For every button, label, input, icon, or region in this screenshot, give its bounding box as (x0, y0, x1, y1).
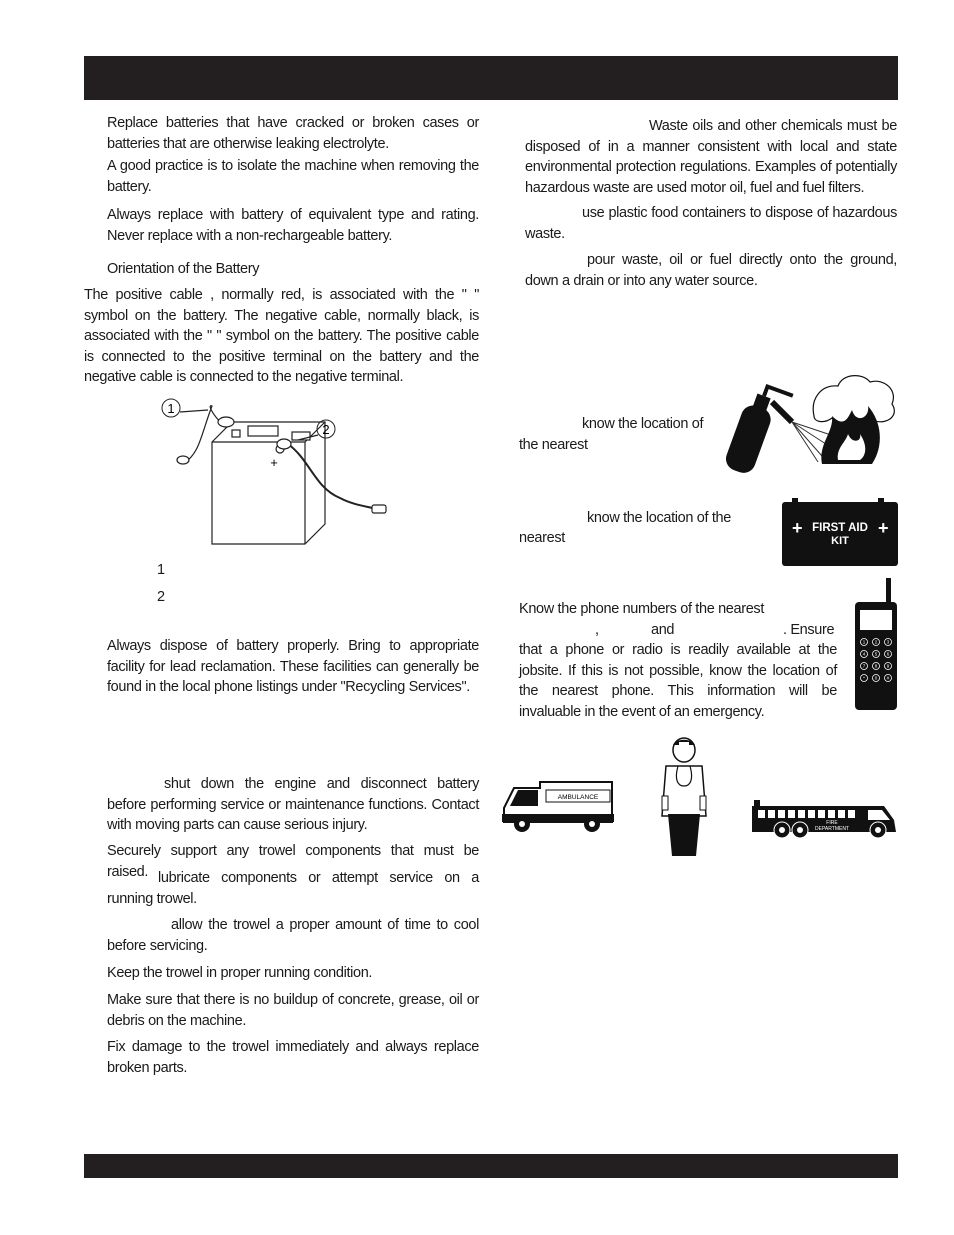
service-para-2: Securely support any trowel components that must be raised. (107, 843, 479, 880)
waste-para-3: pour waste, oil or fuel directly onto the ground, down a drain or into any water source. (525, 252, 897, 289)
ambulance-icon (500, 774, 616, 836)
key-star: * (863, 675, 865, 681)
svg-text:+: + (792, 518, 803, 538)
ambulance-label: AMBULANCE (557, 794, 599, 801)
service-para-5: Keep the trowel in proper running condition. (107, 965, 373, 981)
service-para-6: Make sure that there is no buildup of concrete, grease, oil or debris on the machine. (107, 992, 479, 1029)
plus-symbol: + (270, 455, 278, 470)
fire-label-1: FIRE (826, 820, 838, 826)
key-hash: # (886, 675, 890, 681)
service-para-3: lubricate components or attempt service on a running trowel. (107, 870, 479, 907)
dispose-text: Always dispose of battery properly. Bring to appropriate facility for lead reclamation. These facilities can generally be found in the local phone listings under "Recycling Services". (107, 638, 479, 695)
extinguisher-text-a: know the location of (582, 416, 704, 432)
phone-line-1: Know the phone numbers of the nearest (519, 601, 764, 617)
service-para-7: Fix damage to the trowel immediately and always replace broken parts. (107, 1039, 479, 1076)
phone-rest: that a phone or radio is readily available at the jobsite. If this is not possible, know the location of the nearest phone. This information will be invaluable in the event of an emergency. (519, 642, 837, 720)
key-5: 5 (874, 651, 878, 657)
orientation-heading: Orientation of the Battery (107, 261, 260, 277)
callout-2: 2 (322, 422, 330, 437)
key-0: 0 (874, 675, 878, 681)
battery-para-1: Replace batteries that have cracked or broken cases or batteries that are otherwise leaking electrolyte. (107, 115, 479, 152)
legend-2: 2 (157, 589, 165, 605)
battery-para-3: Always replace with battery of equivalent type and rating. Never replace with a non-rechargeable battery. (107, 207, 479, 244)
fire-truck-icon (752, 800, 898, 840)
footer-bar (84, 1154, 898, 1178)
legend-1: 1 (157, 562, 165, 578)
mobile-phone-icon (852, 576, 900, 712)
header-bar (84, 56, 898, 100)
key-1: 1 (862, 639, 866, 645)
key-4: 4 (862, 651, 866, 657)
callout-1: 1 (167, 401, 175, 416)
battery-illustration (150, 392, 410, 552)
svg-text:+: + (878, 518, 889, 538)
extinguisher-text-b: the nearest (519, 437, 588, 453)
firstaid-text-a: know the location of the (587, 510, 731, 526)
waste-para-2: use plastic food containers to dispose of hazardous waste. (525, 205, 897, 242)
key-8: 8 (874, 663, 878, 669)
key-3: 3 (886, 639, 890, 645)
service-para-4: allow the trowel a proper amount of time to cool before servicing. (107, 917, 479, 954)
phone-comma: , (595, 622, 599, 638)
phone-and: and (651, 622, 675, 638)
firstaid-label-2: KIT (831, 535, 849, 547)
fire-label-2: DEPARTMENT (815, 826, 849, 832)
battery-para-2: A good practice is to isolate the machine when removing the battery. (107, 158, 479, 195)
service-para-1: shut down the engine and disconnect battery before performing service or maintenance functions. Contact with moving parts can cause serious injury. (107, 776, 479, 833)
key-6: 6 (886, 651, 890, 657)
doctor-icon (660, 736, 708, 860)
phone-ensure: . Ensure (783, 622, 835, 638)
key-7: 7 (862, 663, 866, 669)
waste-para-1: Waste oils and other chemicals must be disposed of in a manner consistent with local and state environmental protection regulations. Examples of potentially hazardous waste are used motor oil, fuel and fuel filters. (525, 118, 897, 196)
fire-extinguisher-icon (722, 372, 900, 476)
key-2: 2 (874, 639, 878, 645)
first-aid-kit-icon (780, 496, 900, 568)
key-9: 9 (886, 663, 890, 669)
orientation-text: The positive cable , normally red, is associated with the " " symbol on the battery. The negative cable, normally black, is associated with the " " symbol on the battery. The positive cable is connected to the positive terminal on the battery and the negative cable is connected to the negative terminal. (84, 287, 479, 385)
firstaid-label-1: FIRST AID (812, 522, 868, 534)
firstaid-text-b: nearest (519, 530, 565, 546)
